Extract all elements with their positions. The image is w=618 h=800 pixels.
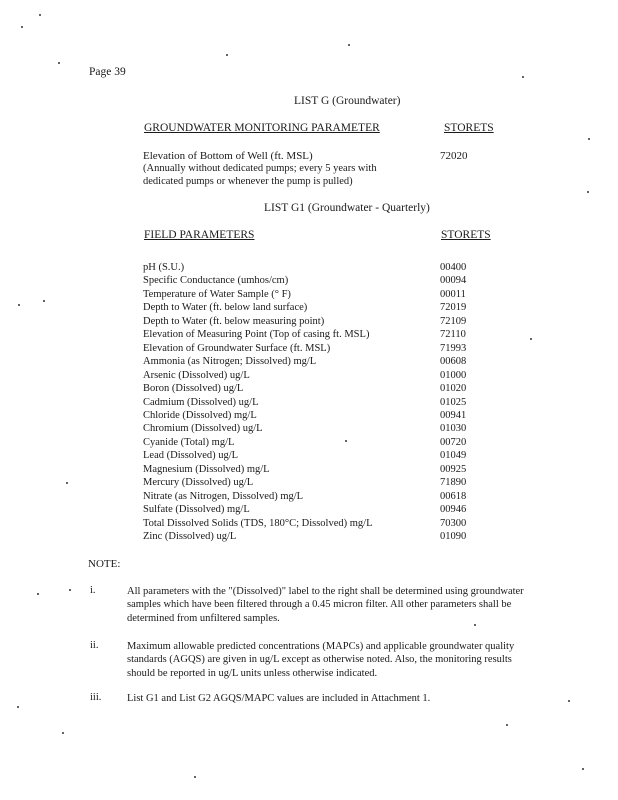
scan-speck [506,724,508,726]
field-parameter-storet: 00400 [440,262,467,273]
field-parameter-label: Zinc (Dissolved) ug/L [143,531,237,542]
scan-speck [226,54,228,56]
field-parameter-label: Temperature of Water Sample (° F) [143,289,291,300]
field-parameter-label: Elevation of Groundwater Surface (ft. MSL) [143,343,331,354]
note-text: List G1 and List G2 AGQS/MAPC values are included in Attachment 1. [127,693,431,704]
field-parameter-storet: 00011 [440,289,466,300]
field-parameter-label: Arsenic (Dissolved) ug/L [143,370,250,381]
scan-speck [43,300,45,302]
field-parameter-label: Total Dissolved Solids (TDS, 180°C; Dissolved) mg/L [143,518,373,529]
scan-speck [522,76,524,78]
field-parameter-label: Boron (Dissolved) ug/L [143,383,244,394]
scan-speck [58,62,60,64]
scan-speck [474,624,476,626]
field-parameter-storet: 00094 [440,275,467,286]
field-parameter-label: Mercury (Dissolved) ug/L [143,477,254,488]
field-parameter-label: Ammonia (as Nitrogen; Dissolved) mg/L [143,356,317,367]
field-parameter-storet: 01025 [440,397,467,408]
list-g-param-line1: Elevation of Bottom of Well (ft. MSL) [143,150,313,162]
field-parameter-label: Magnesium (Dissolved) mg/L [143,464,270,475]
note-numeral: iii. [90,692,102,703]
scan-speck [37,593,39,595]
list-g-param-line3: dedicated pumps or whenever the pump is pulled) [143,176,353,187]
scan-speck [66,482,68,484]
list-g-storets-header: STORETS [444,122,494,134]
field-parameter-label: Specific Conductance (umhos/cm) [143,275,289,286]
list-g1-storets-header: STORETS [441,229,491,241]
scan-speck [69,589,71,591]
field-parameter-storet: 00941 [440,410,467,421]
field-parameter-storet: 00608 [440,356,467,367]
field-parameter-label: Chromium (Dissolved) ug/L [143,423,263,434]
field-parameter-storet: 01090 [440,531,467,542]
notes-heading: NOTE: [88,558,121,570]
field-parameter-storet: 00618 [440,491,467,502]
field-parameter-label: Elevation of Measuring Point (Top of casing ft. MSL) [143,329,370,340]
field-parameter-storet: 72109 [440,316,467,327]
note-numeral: i. [90,585,96,596]
field-parameter-label: Nitrate (as Nitrogen, Dissolved) mg/L [143,491,304,502]
field-parameter-storet: 71993 [440,343,467,354]
field-parameter-label: Chloride (Dissolved) mg/L [143,410,257,421]
scan-speck [345,440,347,442]
list-g-param-line2: (Annually without dedicated pumps; every 5 years with [143,163,377,174]
scan-speck [587,191,589,193]
note-text: Maximum allowable predicted concentrations (MAPCs) and applicable groundwater quality standards (AGQS) are given in ug/L except as otherwise noted. Also, the monitoring results should be reported in ug/L units unless otherwise indicated. [127,641,515,679]
list-g-param-code: 72020 [440,150,468,162]
field-parameter-storet: 01000 [440,370,467,381]
scan-speck [568,700,570,702]
field-parameter-label: Sulfate (Dissolved) mg/L [143,504,250,515]
field-parameter-label: Depth to Water (ft. below measuring point) [143,316,325,327]
field-parameter-label: Cyanide (Total) mg/L [143,437,235,448]
scan-speck [21,26,23,28]
scan-speck [62,732,64,734]
list-g1-title: LIST G1 (Groundwater - Quarterly) [264,202,430,214]
scan-speck [582,768,584,770]
list-g-title: LIST G (Groundwater) [294,95,401,107]
field-parameter-label: Depth to Water (ft. below land surface) [143,302,308,313]
list-g1-param-header: FIELD PARAMETERS [144,229,255,241]
field-parameter-storet: 71890 [440,477,467,488]
field-parameter-storet: 00925 [440,464,467,475]
field-parameter-storet: 00946 [440,504,467,515]
field-parameter-label: Lead (Dissolved) ug/L [143,450,239,461]
scan-speck [348,44,350,46]
list-g-param-header: GROUNDWATER MONITORING PARAMETER [144,122,380,134]
scan-speck [39,14,41,16]
field-parameter-storet: 72019 [440,302,467,313]
scan-speck [530,338,532,340]
note-numeral: ii. [90,640,99,651]
scan-speck [194,776,196,778]
field-parameter-storet: 72110 [440,329,466,340]
field-parameter-storet: 00720 [440,437,467,448]
field-parameter-label: Cadmium (Dissolved) ug/L [143,397,259,408]
note-text: All parameters with the "(Dissolved)" label to the right shall be determined using groundwater samples which have been filtered through a 0.45 micron filter. All other parameters shall be determined from unfiltered samples. [127,586,524,624]
field-parameter-label: pH (S.U.) [143,262,185,273]
field-parameter-storet: 01030 [440,423,467,434]
field-parameter-storet: 01049 [440,450,467,461]
field-parameter-storet: 01020 [440,383,467,394]
scan-speck [17,706,19,708]
scan-speck [18,304,20,306]
scan-speck [588,138,590,140]
page-number: Page 39 [89,66,126,78]
field-parameter-storet: 70300 [440,518,467,529]
